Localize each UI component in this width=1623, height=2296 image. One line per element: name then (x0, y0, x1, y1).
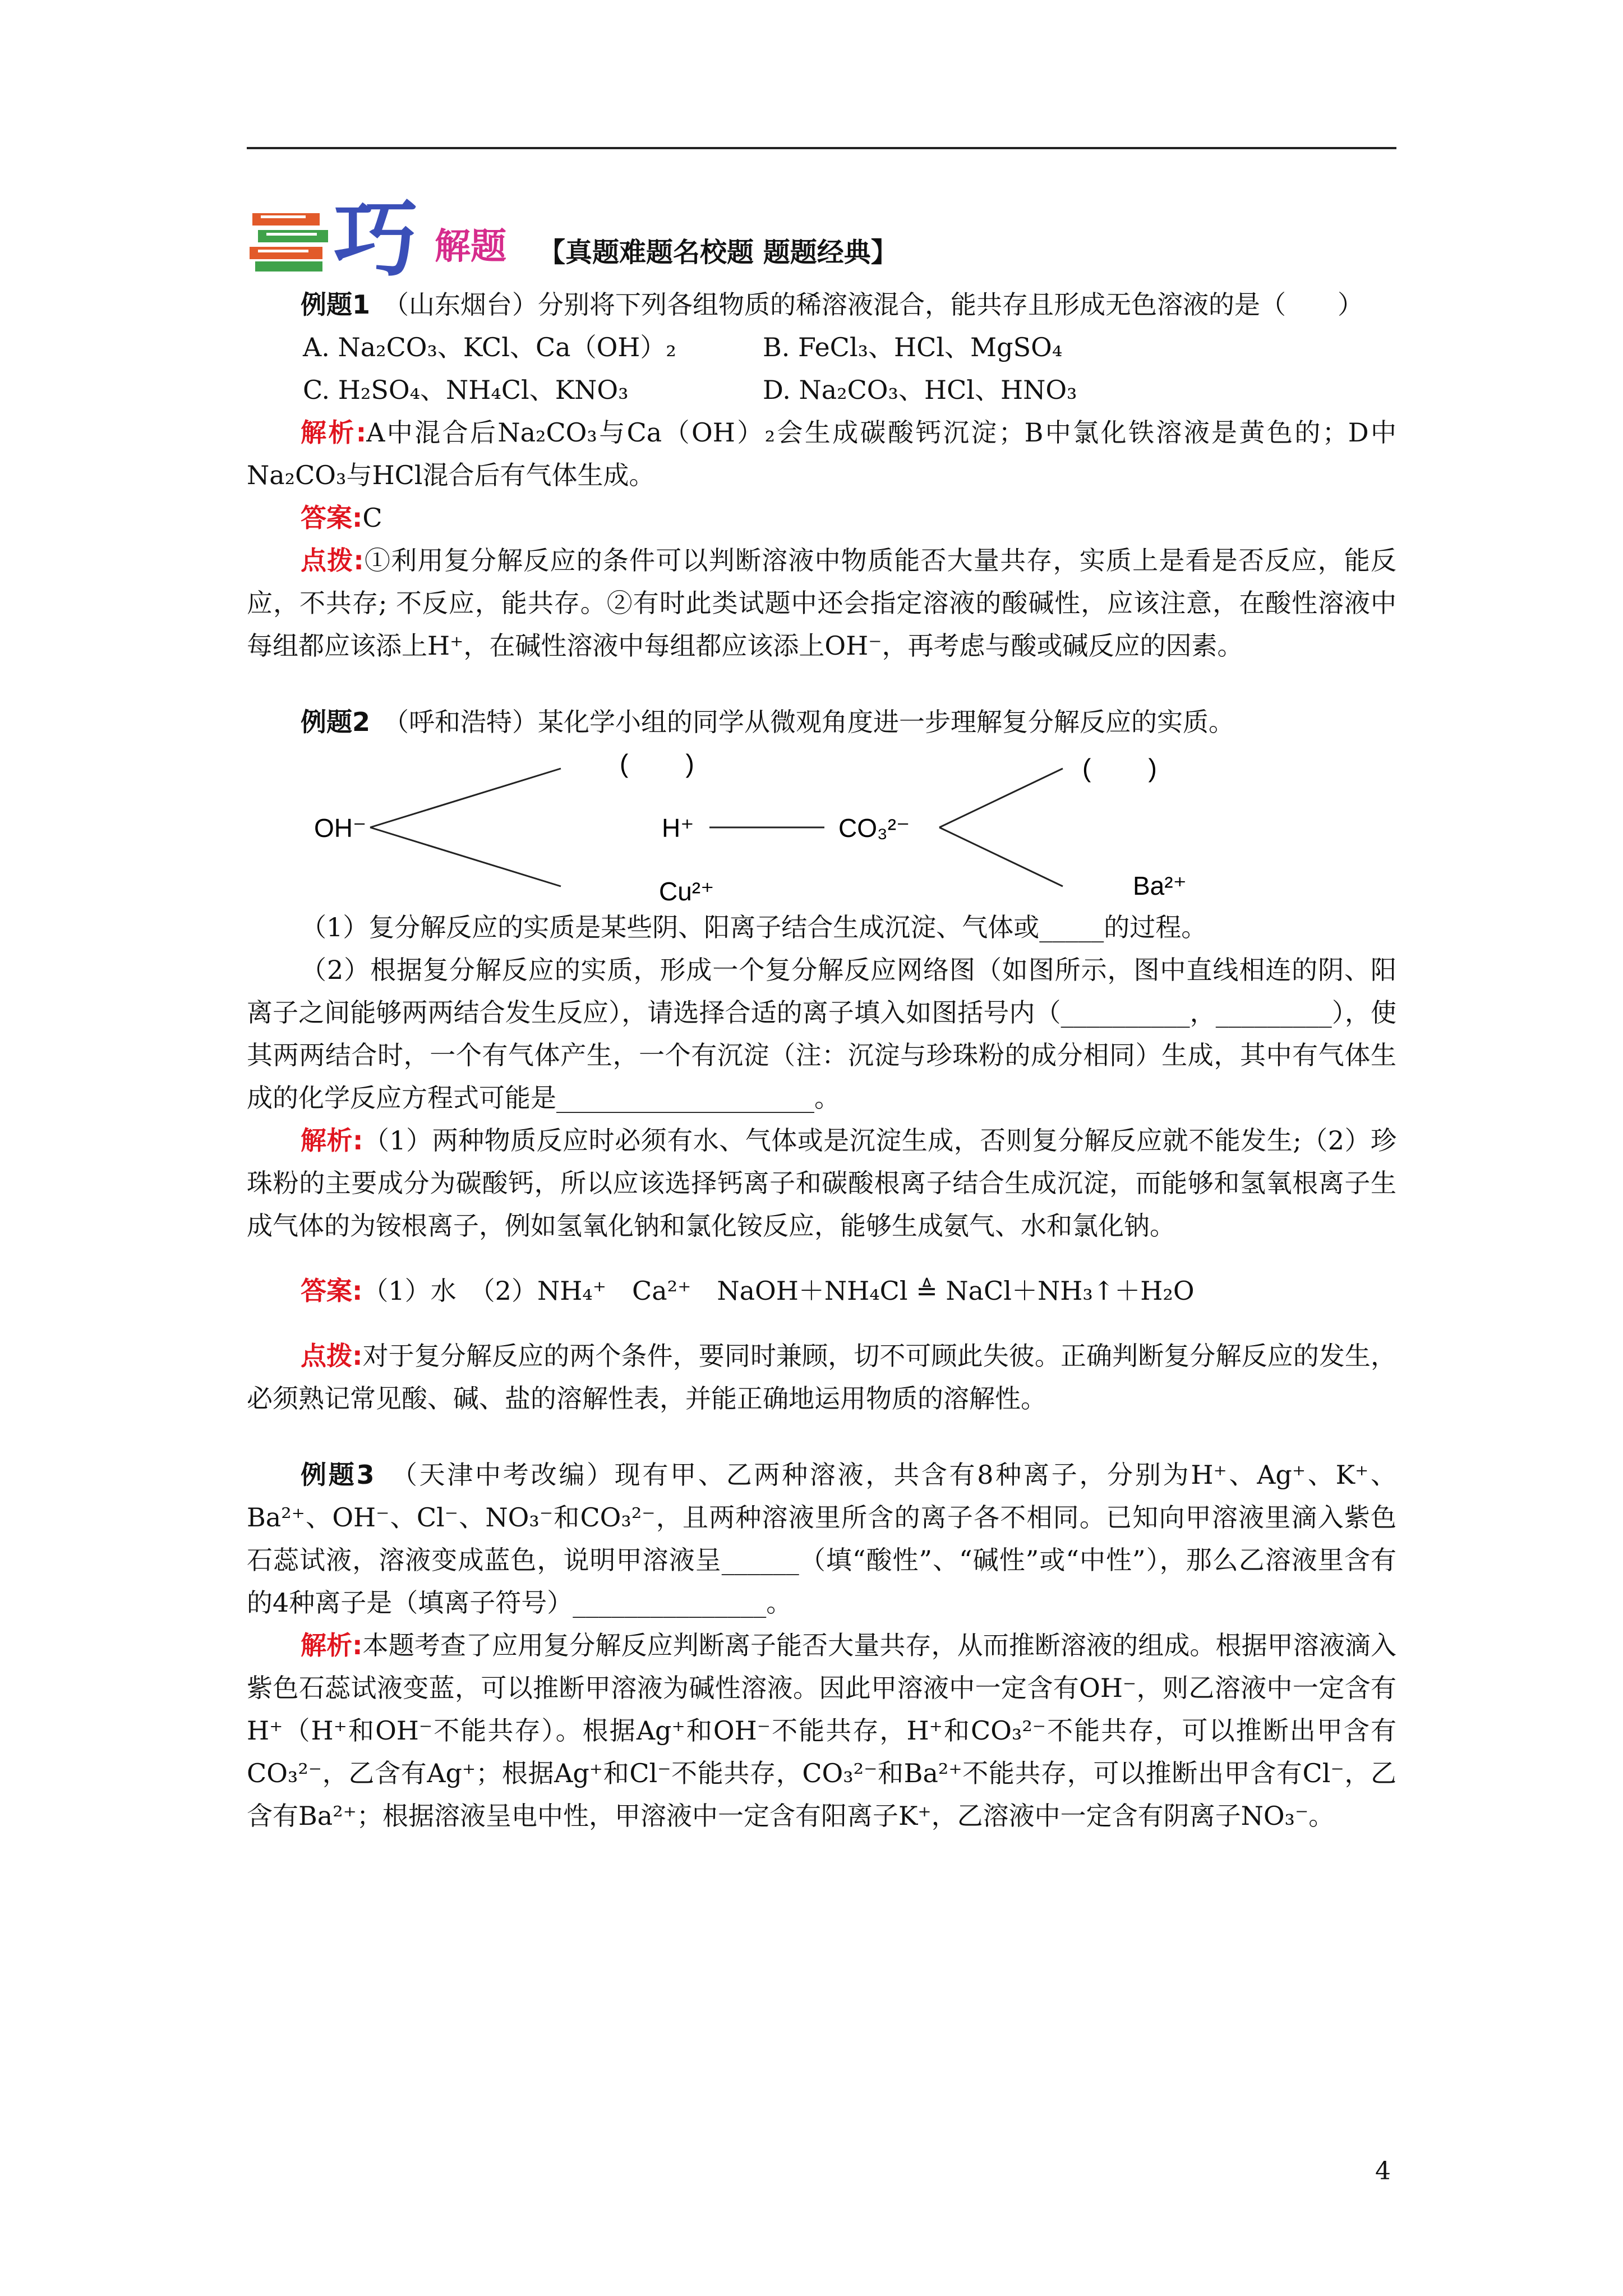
ex2-analysis (247, 1119, 1396, 1247)
blank-right: ( ) (1082, 753, 1157, 783)
book-stack-icon (250, 208, 334, 275)
ex3-question (247, 1453, 1396, 1624)
ex1-option-d: D. Na₂CO₃、HCl、HNO₃ (763, 375, 1077, 405)
banner-tag: 【真题难题名校题 题题经典】 (538, 237, 898, 268)
ex1-tip (247, 539, 1396, 667)
page-number: 4 (1375, 2157, 1391, 2185)
ex2-question-text: （呼和浩特）某化学小组的同学从微观角度进一步理解复分解反应的实质。 (396, 707, 1235, 737)
ex2-subq1 (247, 906, 1396, 949)
ex2-tip (247, 1335, 1396, 1420)
ex1-analysis-label: 解析: (301, 417, 367, 448)
ex2-label: 例题2 (301, 707, 371, 737)
ex2-analysis-label: 解析: (301, 1125, 363, 1156)
ex3-question-text: （天津中考改编）现有甲、乙两种溶液，共含有8种离子，分别为H⁺、Ag⁺、K⁺、Ba²⁺、OH⁻、Cl⁻、NO₃⁻和CO₃²⁻，且两种溶液里所含的离子各不相同。已知向甲溶液里滴入紫色石蕊试液，溶液变成蓝色，说明甲溶液呈______（填“酸性”、“碱性”或“中性”），那么乙溶液里含有的4种离子是（填离子符号）_______________。 (247, 1460, 1396, 1618)
ex1-question-text: （山东烟台）分别将下列各组物质的稀溶液混合，能共存且形成无色溶液的是（ ） (396, 289, 1364, 320)
ex2-subq2-text: （2）根据复分解反应的实质，形成一个复分解反应网络图（如图所示，图中直线相连的阴、阳离子之间能够两两结合发生反应），请选择合适的离子填入如图括号内（__________，_________），使其两两结合时，一个有气体产生，一个有沉淀（注：沉淀与珍珠粉的成分相同）生成，其中有气体生成的化学反应方程式可能是____________________。 (247, 955, 1396, 1113)
ex1-label: 例题1 (301, 289, 371, 320)
banner-title-small: 解题 (435, 226, 506, 268)
blank-left: ( ) (620, 749, 694, 778)
section-banner (250, 191, 1035, 288)
ex1-analysis-text: A中混合后Na₂CO₃与Ca（OH）₂会生成碳酸钙沉淀；B中氯化铁溶液是黄色的；D中 Na₂CO₃与HCl混合后有气体生成。 (247, 417, 1396, 490)
ex2-answer (247, 1269, 1396, 1312)
ex2-answer-label: 答案: (301, 1276, 363, 1306)
ex1-question (247, 283, 1396, 326)
ex3-analysis-label: 解析: (301, 1630, 363, 1660)
ex3-label: 例题3 (301, 1460, 375, 1490)
ion-h: H⁺ (662, 813, 694, 843)
header-rule (247, 147, 1396, 149)
ex1-tip-label: 点拨: (301, 545, 364, 576)
ex1-analysis (247, 411, 1396, 496)
ex2-analysis-text: （1）两种物质反应时必须有水、气体或是沉淀生成，否则复分解反应就不能发生;（2）珍珠粉的主要成分为碳酸钙，所以应该选择钙离子和碳酸根离子结合生成沉淀，而能够和氢氧根离子生成气体的为铵根离子，例如氢氧化钠和氯化铵反应，能够生成氨气、水和氯化钠。 (247, 1125, 1396, 1241)
ex1-options-row2 (247, 369, 1396, 411)
ex1-option-a: A. Na₂CO₃、KCl、Ca（OH）₂ (303, 332, 676, 362)
ex1-answer-label: 答案: (301, 503, 363, 533)
page-content (247, 283, 1396, 1837)
ex1-option-b: B. FeCl₃、HCl、MgSO₄ (763, 332, 1063, 362)
ex2-subq2 (247, 949, 1396, 1119)
ex2-answer-text: （1）水 （2）NH₄⁺ Ca²⁺ NaOH＋NH₄Cl ≜ NaCl＋NH₃↑＋H₂O (362, 1276, 1195, 1306)
ex2-subq1-text: （1）复分解反应的实质是某些阴、阳离子结合生成沉淀、气体或_____的过程。 (301, 912, 1207, 942)
ex1-option-c: C. H₂SO₄、NH₄Cl、KNO₃ (303, 375, 629, 405)
ex1-tip-text: ①利用复分解反应的条件可以判断溶液中物质能否大量共存，实质上是看是否反应，能反应，不共存; 不反应，能共存。②有时此类试题中还会指定溶液的酸碱性，应该注意，在酸性溶液中每组都应该添上H⁺，在碱性溶液中每组都应该添上OH⁻，再考虑与酸或碱反应的因素。 (247, 545, 1397, 661)
ex3-analysis-text: 本题考查了应用复分解反应判断离子能否大量共存，从而推断溶液的组成。根据甲溶液滴入紫色石蕊试液变蓝，可以推断甲溶液为碱性溶液。因此甲溶液中一定含有OH⁻，则乙溶液中一定含有H⁺（H⁺和OH⁻不能共存）。根据Ag⁺和OH⁻不能共存，H⁺和CO₃²⁻不能共存，可以推断出甲含有CO₃²⁻，乙含有Ag⁺；根据Ag⁺和Cl⁻不能共存，CO₃²⁻和Ba²⁺不能共存，可以推断出甲含有Cl⁻，乙含有Ba²⁺；根据溶液呈电中性，甲溶液中一定含有阳离子K⁺，乙溶液中一定含有阴离子NO₃⁻。 (247, 1630, 1397, 1831)
ion-co3: CO₃²⁻ (838, 813, 910, 843)
ion-cu: Cu²⁺ (659, 877, 714, 906)
ex1-answer-text: C (362, 503, 382, 533)
ion-oh: OH⁻ (314, 813, 367, 843)
ex1-options-row1 (247, 326, 1396, 369)
ex1-answer (247, 496, 1396, 539)
ion-network-diagram (247, 743, 1396, 906)
ion-network-lines (247, 743, 1396, 906)
ex2-question (247, 701, 1396, 743)
banner-title-big: 巧 (334, 191, 418, 288)
ion-ba: Ba²⁺ (1133, 871, 1187, 900)
ex3-analysis (247, 1624, 1396, 1837)
ex2-tip-label: 点拨: (301, 1341, 363, 1371)
ex2-tip-text: 对于复分解反应的两个条件，要同时兼顾，切不可顾此失彼。正确判断复分解反应的发生，必须熟记常见酸、碱、盐的溶解性表，并能正确地运用物质的溶解性。 (247, 1341, 1397, 1414)
